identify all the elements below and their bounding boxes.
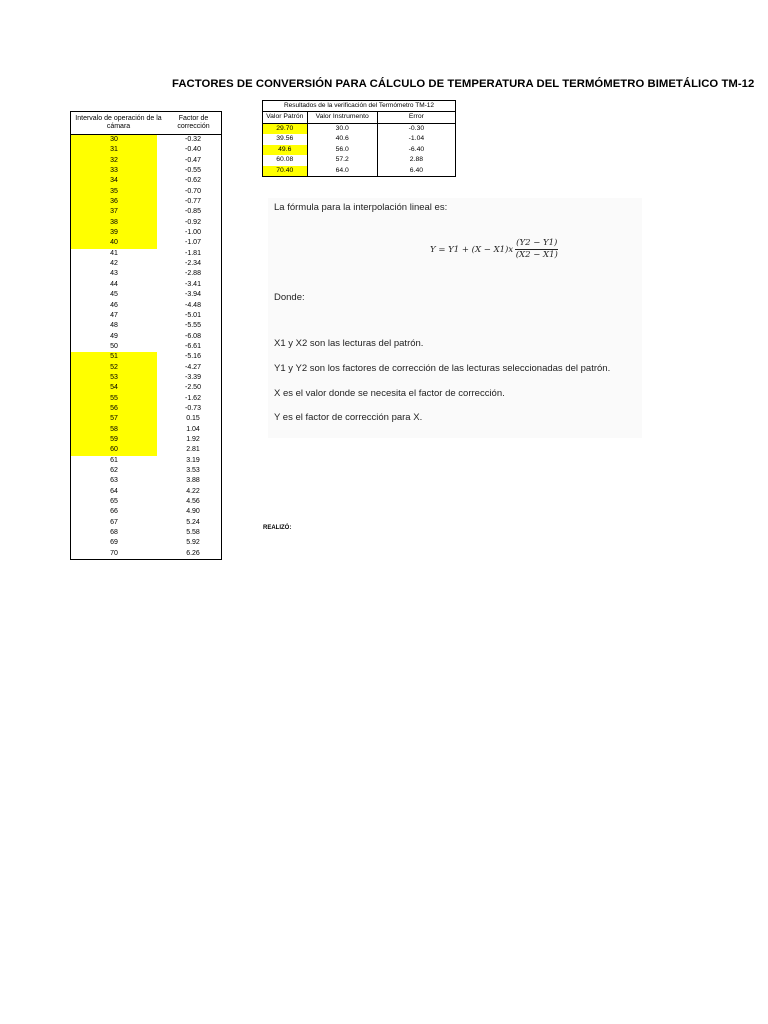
valor-patron-value: 60.08: [276, 156, 294, 163]
interval-cell: 31: [71, 145, 157, 155]
error-cell: -0.30: [408, 124, 425, 132]
page-title: FACTORES DE CONVERSIÓN PARA CÁLCULO DE TEMPERATURA DEL TERMÓMETRO BIMETÁLICO TM-12: [172, 78, 755, 90]
header-valor-patron: Valor Patrón: [263, 112, 308, 123]
table-row: [71, 145, 221, 155]
table-row: [71, 249, 221, 259]
table-row: [71, 414, 221, 424]
factor-cell: -6.61: [185, 342, 201, 350]
factor-cell: -1.81: [185, 249, 201, 257]
error-cell: 6.40: [409, 166, 424, 174]
factor-cell: 5.24: [186, 518, 200, 526]
realizo-label: REALIZÓ:: [263, 525, 292, 531]
interval-cell: 51: [71, 352, 157, 362]
interval-cell: 68: [110, 529, 118, 537]
interval-cell: 59: [71, 435, 157, 445]
header-error: Error: [408, 113, 424, 120]
interval-cell: 49: [110, 332, 118, 340]
interval-cell: 43: [110, 270, 118, 278]
verification-results-table: [262, 100, 456, 177]
formula-explanation-image: [268, 198, 642, 438]
interval-cell: 57: [71, 414, 157, 424]
donde-label: Donde:: [274, 292, 305, 303]
factor-cell: -5.01: [185, 311, 201, 319]
factor-cell: -0.70: [185, 187, 201, 195]
valor-patron-cell: [263, 155, 308, 166]
table-row: [71, 311, 221, 321]
interval-cell: 55: [71, 394, 157, 404]
table-row: [71, 301, 221, 311]
interval-cell: 60: [71, 445, 157, 455]
verification-row: [263, 124, 455, 135]
factor-cell: -0.55: [185, 167, 201, 175]
valor-patron-value: 49.6: [263, 145, 307, 156]
header-interval: Intervalo de operación de la cámara: [75, 115, 162, 130]
factor-cell: 1.04: [186, 425, 200, 433]
valor-patron-cell: [263, 166, 308, 177]
valor-patron-value: 29.70: [263, 124, 307, 135]
interval-cell: 69: [110, 539, 118, 547]
factor-cell: 5.92: [186, 539, 200, 547]
factor-cell: 1.92: [186, 435, 200, 443]
table-row: [71, 373, 221, 383]
interval-cell: 65: [110, 498, 118, 506]
factor-cell: -1.00: [185, 229, 201, 237]
interval-cell: 47: [110, 311, 118, 319]
factor-cell: -2.34: [185, 260, 201, 268]
verification-row: [263, 145, 455, 156]
valor-patron-cell: [263, 145, 308, 156]
factor-cell: -0.32: [185, 136, 201, 143]
factor-cell: -4.27: [185, 363, 201, 371]
valor-instrumento-cell: 30.0: [308, 124, 378, 135]
table-row: [71, 487, 221, 497]
verification-table-body: [263, 124, 455, 177]
interval-cell: 41: [110, 249, 118, 257]
verification-row: [263, 155, 455, 166]
interval-cell: 61: [110, 456, 118, 464]
table-row: [71, 218, 221, 228]
valor-patron-cell: [263, 124, 308, 135]
factor-cell: 6.26: [186, 549, 200, 557]
conversion-factors-table: [70, 111, 222, 560]
interval-cell: 32: [71, 156, 157, 166]
interval-cell: 50: [110, 342, 118, 350]
interval-cell: 36: [71, 197, 157, 207]
interval-cell: 42: [110, 260, 118, 268]
verification-row: [263, 134, 455, 145]
factor-cell: -3.41: [185, 280, 201, 288]
interval-cell: 52: [71, 363, 157, 373]
table-header: [71, 112, 221, 135]
interval-cell: 33: [71, 166, 157, 176]
table-row: [71, 135, 221, 145]
table-row: [71, 456, 221, 466]
interval-cell: 66: [110, 508, 118, 516]
factor-cell: 4.90: [186, 508, 200, 516]
table-row: [71, 156, 221, 166]
table-row: [71, 518, 221, 528]
interval-cell: 44: [110, 280, 118, 288]
interval-cell: 35: [71, 187, 157, 197]
factor-cell: -0.47: [185, 156, 201, 164]
table-row: [71, 445, 221, 455]
factor-cell: 4.22: [186, 487, 200, 495]
factor-cell: -0.77: [185, 198, 201, 206]
table-row: [71, 259, 221, 269]
verification-table-title: Resultados de la verificación del Termómetro TM-12: [263, 101, 455, 112]
formula-denominator: (X2 − X1): [515, 250, 558, 260]
valor-instrumento-cell: 64.0: [308, 166, 378, 177]
factor-cell: -5.55: [185, 322, 201, 330]
factor-cell: -6.08: [185, 332, 201, 340]
verification-row: [263, 166, 455, 177]
table-row: [71, 166, 221, 176]
valor-instrumento-cell: 56.0: [308, 145, 378, 156]
error-cell: 2.88: [409, 156, 424, 163]
interval-cell: 64: [110, 487, 118, 495]
interval-cell: 30: [71, 135, 157, 145]
interpolation-formula: [430, 238, 558, 261]
explanation-line-3: X es el valor donde se necesita el factor de corrección.: [274, 388, 505, 399]
interval-cell: 62: [110, 467, 118, 474]
factor-cell: 0.15: [186, 415, 200, 423]
table-row: [71, 528, 221, 538]
table-row: [71, 538, 221, 548]
table-row: [71, 507, 221, 517]
interval-cell: 58: [71, 425, 157, 435]
interval-cell: 40: [71, 238, 157, 248]
valor-instrumento-cell: 40.6: [308, 134, 378, 145]
table-row: [71, 466, 221, 476]
error-cell: -6.40: [408, 145, 425, 153]
valor-instrumento-cell: 57.2: [308, 155, 378, 166]
factor-cell: -3.39: [185, 373, 201, 381]
table-row: [71, 238, 221, 248]
formula-numerator: (Y2 − Y1): [516, 238, 558, 248]
factor-cell: 5.58: [186, 529, 200, 537]
table-row: [71, 383, 221, 393]
factor-cell: -5.16: [185, 353, 201, 361]
table-row: [71, 197, 221, 207]
factor-cell: -0.73: [185, 404, 201, 412]
table-body: [71, 135, 221, 559]
error-cell: -1.04: [408, 135, 425, 142]
table-row: [71, 404, 221, 414]
verification-table-header: [263, 112, 455, 124]
formula-fraction: [515, 238, 558, 261]
factor-cell: -0.40: [185, 146, 201, 154]
table-row: [71, 290, 221, 300]
header-factor: Factor de corrección: [177, 115, 210, 130]
interval-cell: 54: [71, 383, 157, 393]
table-row: [71, 207, 221, 217]
factor-cell: -3.94: [185, 291, 201, 299]
valor-patron-value: 70.40: [263, 166, 307, 177]
header-valor-instrumento: Valor Instrumento: [308, 112, 378, 123]
interval-cell: 67: [110, 518, 118, 526]
table-row: [71, 187, 221, 197]
interval-cell: 48: [110, 322, 118, 330]
explanation-line-2: Y1 y Y2 son los factores de corrección de las lecturas seleccionadas del patrón.: [274, 363, 611, 374]
factor-cell: -1.07: [185, 239, 201, 247]
table-row: [71, 228, 221, 238]
table-row: [71, 394, 221, 404]
table-row: [71, 425, 221, 435]
table-row: [71, 363, 221, 373]
table-row: [71, 342, 221, 352]
factor-cell: -4.48: [185, 301, 201, 309]
factor-cell: -2.88: [185, 270, 201, 278]
table-row: [71, 332, 221, 342]
factor-cell: 3.53: [186, 467, 200, 474]
factor-cell: -0.85: [185, 208, 201, 216]
interval-cell: 34: [71, 176, 157, 186]
formula-lhs: Y = Y1 + (X − X1)x: [430, 244, 514, 255]
interval-cell: 56: [71, 404, 157, 414]
valor-patron-cell: [263, 134, 308, 145]
factor-cell: 4.56: [186, 498, 200, 506]
interval-cell: 46: [110, 301, 118, 309]
table-row: [71, 321, 221, 331]
table-row: [71, 476, 221, 486]
table-row: [71, 176, 221, 186]
interval-cell: 45: [110, 291, 118, 299]
explanation-line-1: X1 y X2 son las lecturas del patrón.: [274, 338, 424, 349]
interval-cell: 38: [71, 218, 157, 228]
table-row: [71, 269, 221, 279]
factor-cell: 2.81: [186, 446, 200, 454]
table-row: [71, 435, 221, 445]
interval-cell: 70: [110, 549, 118, 557]
table-row: [71, 280, 221, 290]
factor-cell: -1.62: [185, 394, 201, 402]
valor-patron-value: 39.56: [276, 135, 294, 142]
interval-cell: 39: [71, 228, 157, 238]
formula-intro: La fórmula para la interpolación lineal es:: [274, 202, 448, 213]
factor-cell: -2.50: [185, 384, 201, 392]
factor-cell: 3.19: [186, 456, 200, 464]
factor-cell: -0.92: [185, 218, 201, 226]
table-row: [71, 352, 221, 362]
interval-cell: 53: [71, 373, 157, 383]
factor-cell: -0.62: [185, 177, 201, 185]
explanation-line-4: Y es el factor de corrección para X.: [274, 412, 423, 423]
factor-cell: 3.88: [186, 477, 200, 485]
table-row: [71, 497, 221, 507]
interval-cell: 37: [71, 207, 157, 217]
interval-cell: 63: [110, 477, 118, 485]
table-row: [71, 549, 221, 559]
